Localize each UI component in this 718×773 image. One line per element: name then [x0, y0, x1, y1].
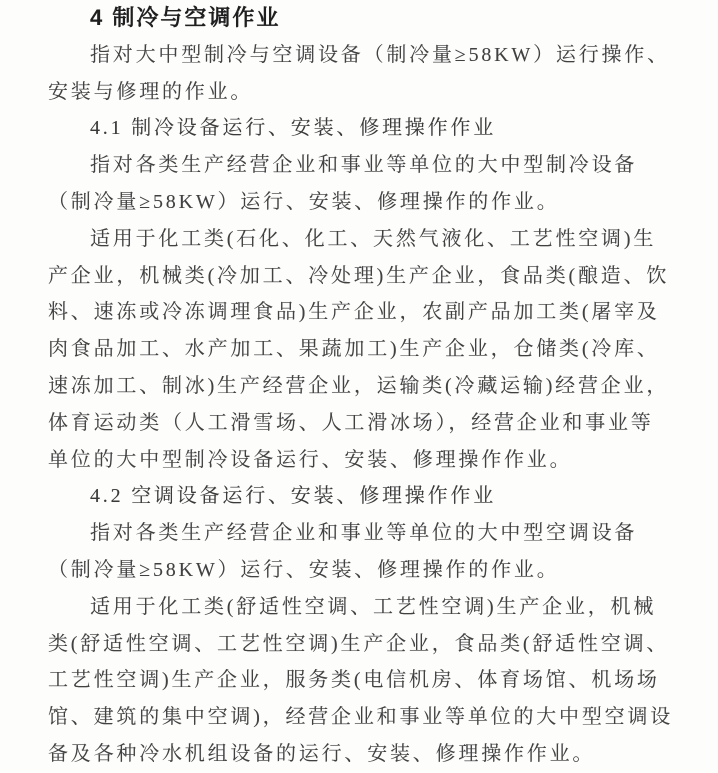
paragraph-line: 料、速冻或冷冻调理食品)生产企业，农副产品加工类(屠宰及	[48, 301, 660, 324]
paragraph-line: 类(舒适性空调、工艺性空调)生产企业，食品类(舒适性空调、	[48, 632, 670, 655]
paragraph-line: 速冻加工、制冰)生产经营企业，运输类(冷藏运输)经营企业，	[48, 374, 670, 397]
paragraph-line: 备及各种冷水机组设备的运行、安装、修理操作作业。	[48, 742, 596, 765]
section-heading: 4 制冷与空调作业	[90, 5, 281, 30]
subsection-heading-4-1: 4.1 制冷设备运行、安装、修理操作作业	[90, 117, 496, 140]
paragraph-line: 安装与修理的作业。	[48, 80, 254, 103]
subsection-heading-4-2: 4.2 空调设备运行、安装、修理操作作业	[90, 485, 496, 508]
paragraph-line: 指对大中型制冷与空调设备（制冷量≥58KW）运行操作、	[90, 43, 670, 66]
paragraph-line: 适用于化工类(石化、化工、天然气液化、工艺性空调)生	[90, 227, 657, 250]
paragraph-line: 单位的大中型制冷设备运行、安装、修理操作作业。	[48, 448, 573, 471]
paragraph-line: 工艺性空调)生产企业，服务类(电信机房、体育场馆、机场场	[48, 669, 660, 692]
paragraph-line: 指对各类生产经营企业和事业等单位的大中型空调设备	[90, 522, 638, 545]
paragraph-line: 适用于化工类(舒适性空调、工艺性空调)生产企业，机械	[90, 595, 657, 618]
paragraph-line: （制冷量≥58KW）运行、安装、修理操作的作业。	[48, 190, 560, 213]
paragraph-line: 肉食品加工、水产加工、果蔬加工)生产企业，仓储类(冷库、	[48, 338, 660, 361]
paragraph-line: 产企业，机械类(冷加工、冷处理)生产企业，食品类(酿造、饮	[48, 264, 670, 287]
paragraph-line: 馆、建筑的集中空调)，经营企业和事业等单位的大中型空调设	[48, 706, 674, 729]
paragraph-line: 指对各类生产经营企业和事业等单位的大中型制冷设备	[90, 154, 638, 177]
paragraph-line: （制冷量≥58KW）运行、安装、修理操作的作业。	[48, 558, 560, 581]
text-column	[48, 0, 688, 773]
paragraph-line: 体育运动类（人工滑雪场、人工滑冰场），经营企业和事业等	[48, 411, 654, 434]
